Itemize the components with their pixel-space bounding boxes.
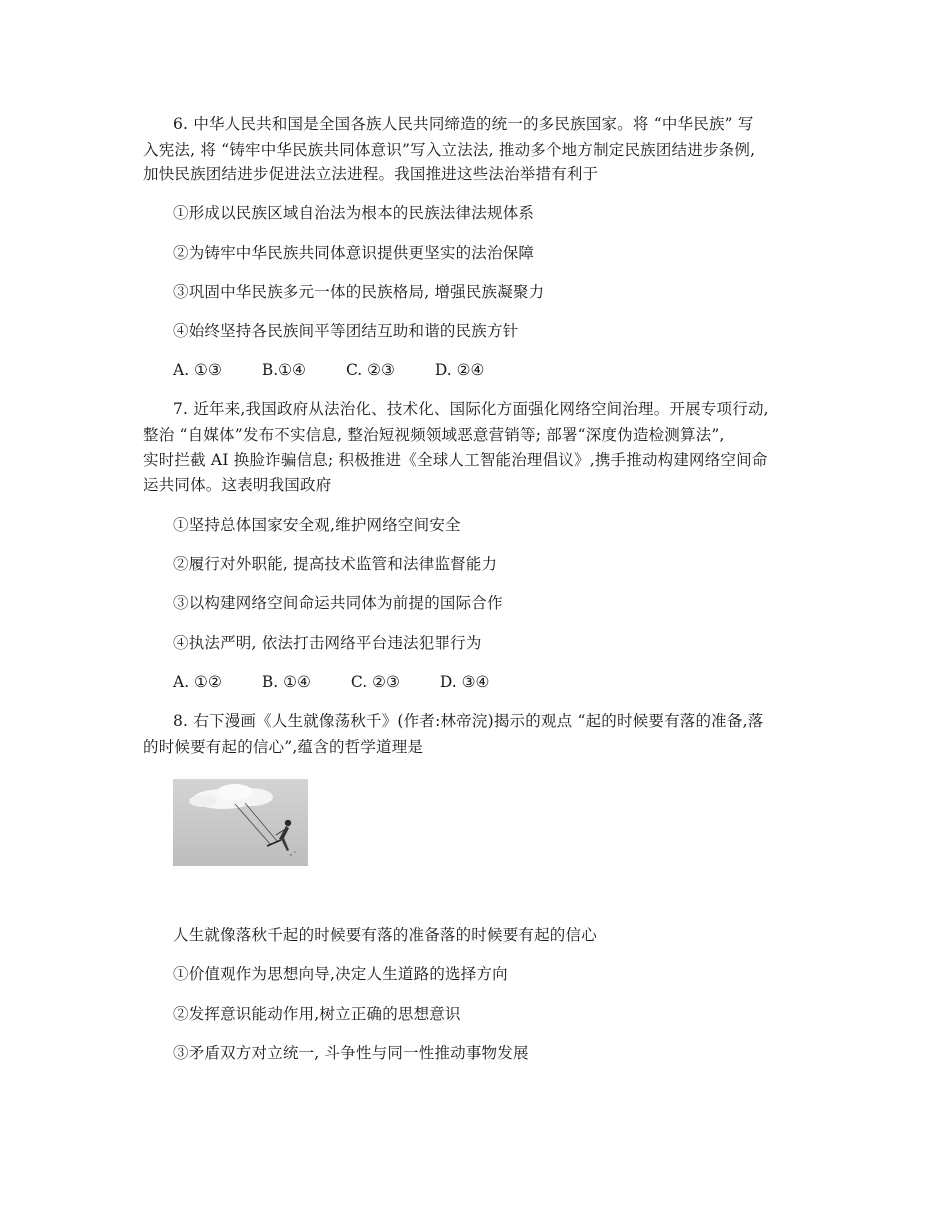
q6-option-d[interactable]: D. ②④: [434, 361, 485, 379]
q7-options: [173, 672, 529, 692]
q7-option-a[interactable]: A. ①②: [173, 673, 222, 691]
q8-item-1: ①价值观作为思想向导,决定人生道路的选择方向: [173, 965, 508, 983]
q7-stem-line-2: 整治 “自媒体”发布不实信息, 整治短视频领域恶意营销等; 部署“深度伪造检测算法”,: [143, 426, 725, 444]
q6-option-c[interactable]: C. ②③: [345, 361, 395, 379]
q6-stem-line-2: 入宪法, 将 “铸牢中华民族共同体意识”写入立法法, 推动多个地方制定民族团结进步条例,: [143, 141, 756, 159]
q8-stem-line-1: 8. 右下漫画《人生就像荡秋千》(作者:林帝浣)揭示的观点 “起的时候要有落的准备,落: [173, 712, 764, 730]
q8-cartoon-caption: 人生就像落秋千起的时候要有落的准备落的时候要有起的信心: [173, 926, 597, 944]
q6-stem-line-3: 加快民族团结进步促进法立法进程。我国推进这些法治举措有利于: [143, 165, 599, 183]
q7-item-4: ④执法严明, 依法打击网络平台违法犯罪行为: [173, 634, 482, 652]
q6-item-2: ②为铸牢中华民族共同体意识提供更坚实的法治保障: [173, 244, 535, 262]
q7-option-d[interactable]: D. ③④: [439, 673, 490, 691]
q8-item-2: ②发挥意识能动作用,树立正确的思想意识: [173, 1005, 461, 1023]
q7-item-3: ③以构建网络空间命运共同体为前提的国际合作: [173, 594, 503, 612]
q6-item-1: ①形成以民族区域自治法为根本的民族法律法规体系: [173, 204, 535, 222]
q6-item-3: ③巩固中华民族多元一体的民族格局, 增强民族凝聚力: [173, 283, 545, 301]
q7-item-2: ②履行对外职能, 提高技术监管和法律监督能力: [173, 555, 498, 573]
q7-stem-line-3: 实时拦截 AI 换脸诈骗信息; 积极推进《全球人工智能治理倡议》,携手推动构建网络空间命: [143, 451, 768, 469]
q8-stem-line-2: 的时候要有起的信心”,蕴含的哲学道理是: [143, 738, 424, 756]
q7-option-b[interactable]: B. ①④: [261, 673, 311, 691]
q6-item-4: ④始终坚持各民族间平等团结互助和谐的民族方针: [173, 322, 519, 340]
q7-stem-line-1: 7. 近年来,我国政府从法治化、技术化、国际化方面强化网络空间治理。开展专项行动,: [173, 400, 769, 418]
q6-stem-line-1: 6. 中华人民共和国是全国各族人民共同缔造的统一的多民族国家。将 “中华民族” 写: [173, 115, 754, 133]
q6-options: [173, 360, 524, 380]
q6-option-b[interactable]: B.①④: [261, 361, 306, 379]
q7-item-1: ①坚持总体国家安全观,维护网络空间安全: [173, 516, 461, 534]
swing-cartoon-drawing: [173, 779, 308, 866]
q8-item-3: ③矛盾双方对立统一, 斗争性与同一性推动事物发展: [173, 1044, 529, 1062]
swing-cartoon-image: [173, 779, 308, 866]
q7-stem-line-4: 运共同体。这表明我国政府: [143, 476, 332, 494]
q7-option-c[interactable]: C. ②③: [350, 673, 400, 691]
q6-option-a[interactable]: A. ①③: [173, 361, 222, 379]
